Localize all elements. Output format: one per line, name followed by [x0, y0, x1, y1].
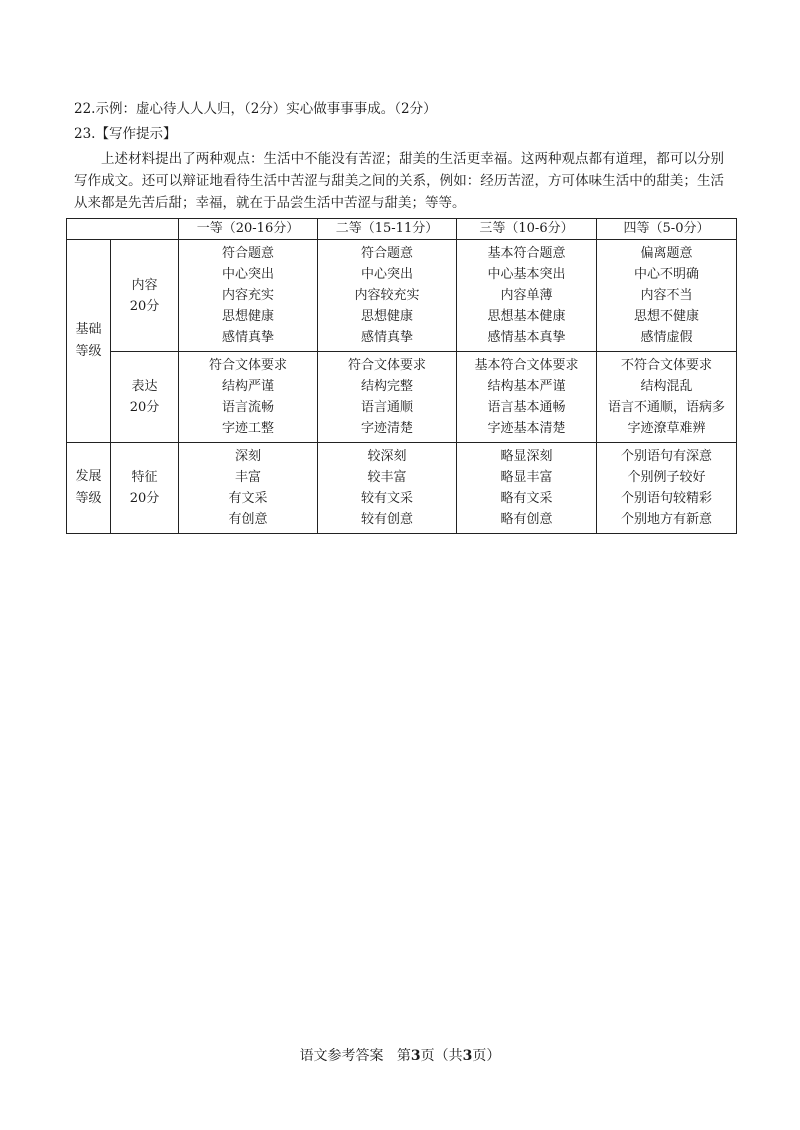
rubric-item: 较丰富 [367, 470, 407, 485]
rubric-item: 字迹清楚 [360, 421, 413, 436]
answer-23-heading: 23.【写作提示】 [74, 126, 177, 142]
grade-header-3: 三等（10-6分） [457, 219, 597, 240]
rubric-item: 个别语句较精彩 [620, 491, 712, 506]
feature-grade-4 [597, 443, 737, 534]
feature-grade-2 [318, 443, 457, 534]
rubric-header-row [67, 219, 737, 240]
category-basic-level [67, 240, 111, 443]
content-grade-2 [318, 240, 457, 352]
rubric-item: 符合题意 [360, 246, 413, 261]
criterion-content-label: 内容 [131, 277, 158, 293]
footer-page-total: 3 [462, 1048, 473, 1064]
rubric-item: 略显丰富 [500, 470, 553, 485]
rubric-item: 结构完整 [360, 379, 413, 394]
rubric-item: 语言不通顺，语病多 [607, 400, 725, 415]
content-grade-4 [597, 240, 737, 352]
feature-grade-3 [457, 443, 597, 534]
rubric-item: 内容充实 [221, 288, 274, 303]
grade-header-1: 一等（20-16分） [179, 219, 318, 240]
rubric-item: 略显深刻 [500, 449, 553, 464]
rubric-item: 中心不明确 [633, 267, 699, 282]
rubric-item: 略有文采 [500, 491, 553, 506]
rubric-item: 中心基本突出 [487, 267, 566, 282]
answer-22: 22.示例：虚心待人人人归，（2分）实心做事事事成。（2分） [74, 101, 437, 117]
rubric-item: 思想健康 [360, 309, 413, 324]
category-basic-label: 基础等级 [75, 322, 102, 359]
grade-header-4: 四等（5-0分） [597, 219, 737, 240]
rubric-corner-cell [67, 219, 179, 240]
rubric-item: 结构严谨 [221, 379, 274, 394]
rubric-item: 字迹潦草难辨 [627, 421, 706, 436]
rubric-item: 语言通顺 [360, 400, 413, 415]
rubric-item: 基本符合文体要求 [474, 358, 579, 373]
rubric-item: 内容不当 [640, 288, 693, 303]
scoring-rubric-table [66, 218, 737, 534]
rubric-item: 感情虚假 [640, 330, 693, 345]
rubric-item: 基本符合题意 [487, 246, 566, 261]
rubric-item: 较有创意 [360, 512, 413, 527]
expression-grade-2 [318, 352, 457, 443]
rubric-item: 语言基本通畅 [487, 400, 566, 415]
rubric-item: 不符合文体要求 [620, 358, 712, 373]
rubric-item: 中心突出 [360, 267, 413, 282]
category-development-level [67, 443, 111, 534]
page-footer [0, 1045, 800, 1065]
rubric-item: 较有文采 [360, 491, 413, 506]
rubric-item: 内容单薄 [500, 288, 553, 303]
rubric-item: 个别语句有深意 [620, 449, 712, 464]
rubric-item: 个别地方有新意 [620, 512, 712, 527]
rubric-item: 有创意 [228, 512, 268, 527]
rubric-item: 丰富 [234, 470, 261, 485]
expression-grade-3 [457, 352, 597, 443]
writing-hint-paragraph: 上述材料提出了两种观点：生活中不能没有苦涩；甜美的生活更幸福。这两种观点都有道理，都可以分别写作成文。还可以辩证地看待生活中苦涩与甜美之间的关系，例如：经历苦涩，方可体味生活中的甜美；生活从来都是先苦后甜；幸福，就在于品尝生活中苦涩与甜美；等等。 [74, 151, 724, 211]
rubric-item: 思想不健康 [633, 309, 699, 324]
rubric-item: 有文采 [228, 491, 268, 506]
expression-grade-4 [597, 352, 737, 443]
criterion-content-points: 20分 [129, 298, 160, 314]
rubric-row-feature [67, 443, 737, 534]
footer-page-prefix: 第 [396, 1048, 411, 1064]
content-grade-1 [179, 240, 318, 352]
rubric-item: 深刻 [234, 449, 261, 464]
rubric-item: 内容较充实 [354, 288, 420, 303]
criterion-expression-label: 表达 [131, 379, 158, 394]
rubric-item: 字迹工整 [221, 421, 274, 436]
rubric-item: 符合题意 [221, 246, 274, 261]
rubric-item: 较深刻 [367, 449, 407, 464]
rubric-item: 语言流畅 [221, 400, 274, 415]
criterion-expression [111, 352, 179, 443]
rubric-row-expression [67, 352, 737, 443]
rubric-item: 感情真挚 [221, 330, 274, 345]
rubric-item: 思想基本健康 [487, 309, 566, 324]
footer-subject: 语文参考答案 [299, 1048, 384, 1064]
criterion-feature-label: 特征 [131, 470, 158, 485]
rubric-row-content [67, 240, 737, 352]
rubric-item: 结构基本严谨 [487, 379, 566, 394]
expression-grade-1 [179, 352, 318, 443]
rubric-item: 符合文体要求 [347, 358, 426, 373]
criterion-expression-points: 20分 [129, 400, 160, 415]
rubric-item: 符合文体要求 [208, 358, 287, 373]
rubric-item: 略有创意 [500, 512, 553, 527]
grade-header-2: 二等（15-11分） [318, 219, 457, 240]
rubric-item: 字迹基本清楚 [487, 421, 566, 436]
rubric-item: 中心突出 [221, 267, 274, 282]
footer-page-suffix: 页） [472, 1048, 501, 1064]
feature-grade-1 [179, 443, 318, 534]
criterion-feature [111, 443, 179, 534]
footer-page-mid: 页（共 [420, 1048, 463, 1064]
rubric-item: 感情基本真挚 [487, 330, 566, 345]
content-grade-3 [457, 240, 597, 352]
rubric-item: 感情真挚 [360, 330, 413, 345]
rubric-item: 结构混乱 [640, 379, 693, 394]
footer-page-number: 3 [410, 1048, 421, 1064]
category-development-label: 发展等级 [75, 469, 102, 506]
criterion-content [111, 240, 179, 352]
rubric-item: 偏离题意 [640, 246, 693, 261]
criterion-feature-points: 20分 [129, 491, 160, 506]
rubric-item: 个别例子较好 [627, 470, 706, 485]
rubric-item: 思想健康 [221, 309, 274, 324]
